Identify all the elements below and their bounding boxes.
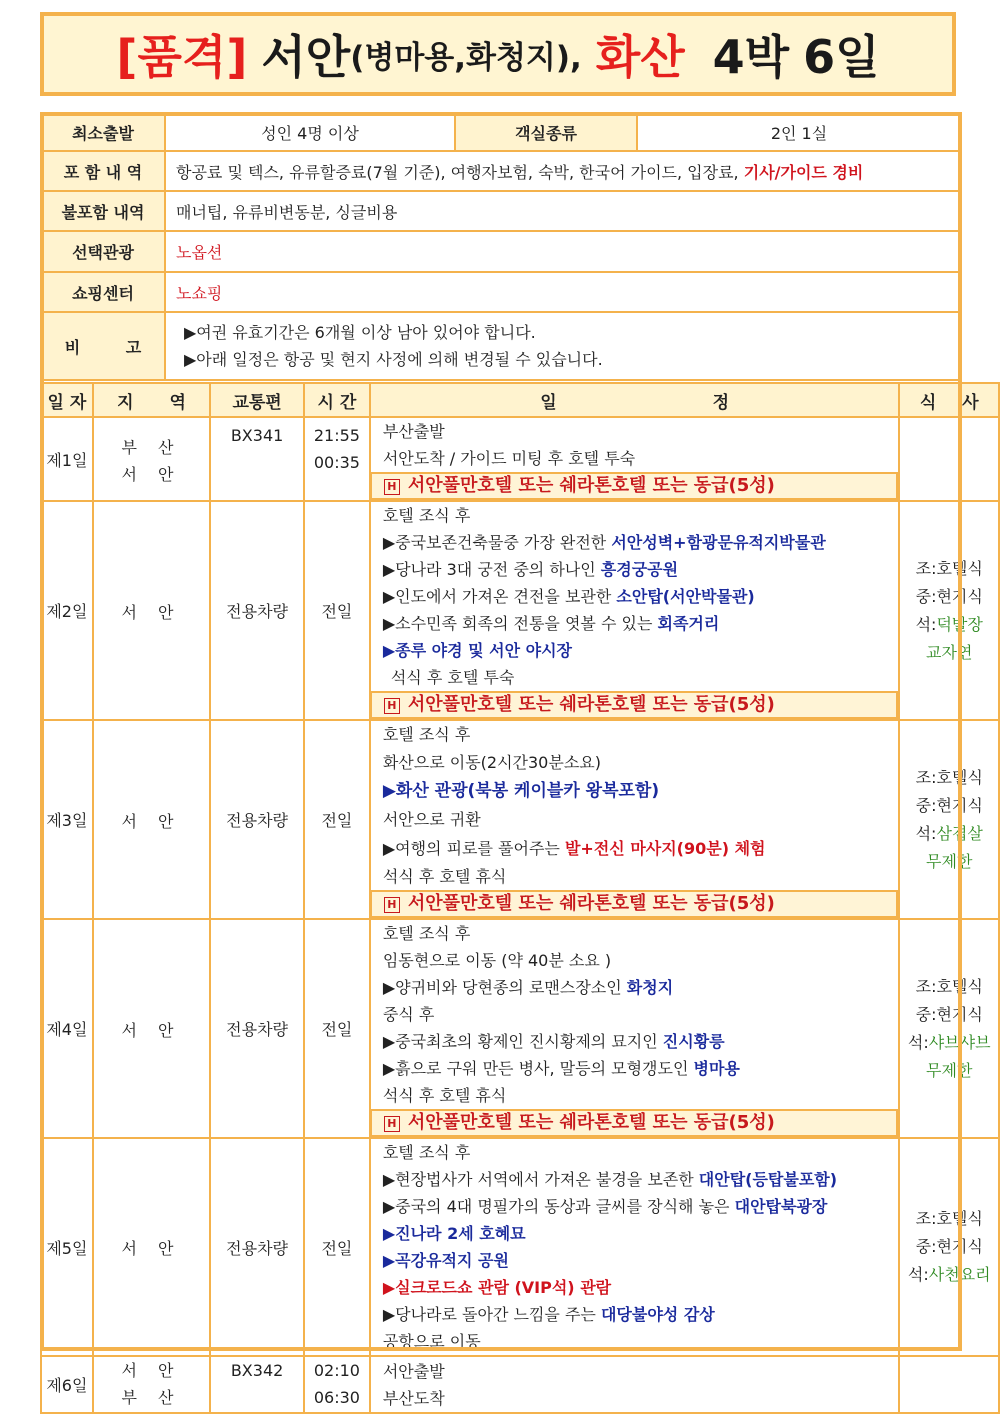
itinerary-line: 임동현으로 이동 (약 40분 소요 ) bbox=[382, 951, 612, 970]
meal-special: 삼겹살 bbox=[936, 823, 983, 843]
itinerary-text: ▶흙으로 구워 만든 병사, 말등의 모형갱도인 bbox=[382, 1059, 694, 1078]
header-itinerary: 일 정 bbox=[370, 383, 900, 417]
highlight-place: 흥경궁공원 bbox=[600, 560, 679, 579]
day-label: 제1일 bbox=[41, 417, 93, 501]
header-day: 일 자 bbox=[41, 383, 93, 417]
meal-special: 사천요리 bbox=[928, 1265, 991, 1284]
transport-cell: 전용차량 bbox=[210, 1138, 304, 1356]
meal-special: 덕발장 bbox=[936, 614, 983, 634]
transport-cell: BX341 bbox=[210, 417, 304, 501]
room-type-label: 객실종류 bbox=[455, 113, 637, 151]
itinerary-line: 부산도착 bbox=[382, 1388, 445, 1408]
hotel-text: 서안풀만호텔 또는 쉐라톤호텔 또는 동급(5성) bbox=[407, 475, 775, 496]
itinerary-text: ▶당나라로 돌아간 느낌을 주는 bbox=[382, 1305, 601, 1324]
region-cell bbox=[93, 1356, 210, 1413]
itinerary-line: 서안도착 / 가이드 미팅 후 호텔 투숙 bbox=[382, 449, 636, 468]
meal-cell bbox=[899, 1356, 999, 1413]
time-cell: 전일 bbox=[304, 501, 370, 720]
title-city: 서안 bbox=[261, 30, 351, 84]
region-name: 서 안 bbox=[121, 464, 182, 484]
meal-breakfast: 조:호텔식 bbox=[915, 976, 983, 996]
highlight-place: 진시황릉 bbox=[662, 1032, 725, 1051]
itinerary-line: 중식 후 bbox=[382, 1005, 435, 1024]
meal-prefix: 석: bbox=[915, 614, 937, 634]
title-mountain: 화산 bbox=[595, 30, 685, 84]
hotel-text: 서안풀만호텔 또는 쉐라톤호텔 또는 동급(5성) bbox=[407, 694, 775, 715]
transport-cell: 전용차량 bbox=[210, 501, 304, 720]
meal-special: 무제한 bbox=[926, 851, 973, 871]
itinerary-line: 서안으로 귀환 bbox=[382, 810, 481, 829]
time-cell bbox=[304, 1356, 370, 1413]
min-departure-value: 성인 4명 이상 bbox=[165, 113, 455, 151]
header-region: 지 역 bbox=[93, 383, 210, 417]
meal-lunch: 중:현지식 bbox=[915, 1237, 983, 1256]
header-time: 시 간 bbox=[304, 383, 370, 417]
itinerary-text: ▶중국의 4대 명필가의 동상과 글씨를 장식해 놓은 bbox=[382, 1197, 735, 1216]
itinerary-line: 석식 후 호텔 투숙 bbox=[390, 668, 515, 687]
room-type-value: 2인 1실 bbox=[637, 113, 961, 151]
header-meal: 식 사 bbox=[899, 383, 999, 417]
meal-special: 샤브샤브 bbox=[928, 1032, 991, 1052]
meal-lunch: 중:현지식 bbox=[915, 586, 983, 606]
highlight-place: 소안탑(서안박물관) bbox=[616, 587, 755, 606]
included-highlight: 기사/가이드 경비 bbox=[743, 162, 864, 182]
itinerary-line: 화산으로 이동(2시간30분소요) bbox=[382, 753, 601, 772]
highlight-place: 화청지 bbox=[626, 978, 674, 997]
document-frame bbox=[40, 112, 962, 1351]
meal-breakfast: 조:호텔식 bbox=[915, 767, 983, 787]
note-line: ▶아래 일정은 항공 및 현지 사정에 의해 변경될 수 있습니다. bbox=[184, 350, 603, 369]
region-name: 서 안 bbox=[93, 1138, 210, 1356]
region-name: 부 산 bbox=[121, 437, 182, 457]
included-value: 항공료 및 텍스, 유류할증료(7월 기준), 여행자보험, 숙박, 한국어 가이드, 입장료, bbox=[176, 162, 739, 182]
day-label: 제2일 bbox=[41, 501, 93, 720]
meal-breakfast: 조:호텔식 bbox=[915, 1209, 983, 1228]
itinerary-line: 석식 후 호텔 휴식 bbox=[382, 1086, 507, 1105]
time-value: 02:10 bbox=[313, 1361, 360, 1380]
transport-cell: 전용차량 bbox=[210, 720, 304, 919]
region-name: 부 산 bbox=[121, 1388, 182, 1407]
meal-prefix: 석: bbox=[915, 823, 937, 843]
itinerary-cell bbox=[370, 1356, 900, 1413]
page-title bbox=[40, 12, 956, 96]
region-name: 서 안 bbox=[93, 501, 210, 720]
time-cell: 전일 bbox=[304, 1138, 370, 1356]
itinerary-text: ▶인도에서 가져온 견전을 보관한 bbox=[382, 587, 617, 606]
optional-value: 노옵션 bbox=[165, 231, 961, 272]
title-days: 6일 bbox=[803, 30, 880, 84]
time-value: 00:35 bbox=[313, 453, 360, 472]
header-transport: 교통편 bbox=[210, 383, 304, 417]
transport-cell: 전용차량 bbox=[210, 919, 304, 1138]
notes-label: 비 고 bbox=[41, 312, 165, 380]
hotel-icon: H bbox=[384, 1116, 400, 1132]
hotel-text: 서안풀만호텔 또는 쉐라톤호텔 또는 동급(5성) bbox=[407, 893, 775, 914]
hotel-text: 서안풀만호텔 또는 쉐라톤호텔 또는 동급(5성) bbox=[407, 1112, 775, 1133]
itinerary-text: ▶중국최초의 황제인 진시황제의 묘지인 bbox=[382, 1032, 663, 1051]
meal-lunch: 중:현지식 bbox=[915, 1004, 983, 1024]
title-bracket: [품격] bbox=[116, 30, 248, 84]
meal-lunch: 중:현지식 bbox=[915, 795, 983, 815]
optional-label: 선택관광 bbox=[41, 231, 165, 272]
time-cell: 전일 bbox=[304, 720, 370, 919]
highlight-place: 대안탑북광장 bbox=[734, 1197, 828, 1216]
hotel-icon: H bbox=[384, 698, 400, 714]
itinerary-line: 호텔 조식 후 bbox=[382, 725, 471, 744]
shopping-value: 노쇼핑 bbox=[165, 272, 961, 312]
itinerary-line: ▶진나라 2세 호혜묘 bbox=[382, 1224, 526, 1243]
itinerary-line: 부산출발 bbox=[382, 422, 445, 441]
itinerary-line: 석식 후 호텔 휴식 bbox=[382, 867, 507, 886]
title-nights: 4박 bbox=[712, 30, 790, 84]
meal-breakfast: 조:호텔식 bbox=[915, 558, 983, 578]
itinerary-line: ▶곡강유적지 공원 bbox=[382, 1251, 509, 1270]
excluded-value: 매너팁, 유류비변동분, 싱글비용 bbox=[165, 191, 961, 231]
min-departure-label: 최소출발 bbox=[41, 113, 165, 151]
highlight-place: 병마용 bbox=[693, 1059, 740, 1078]
day-label: 제5일 bbox=[41, 1138, 93, 1356]
itinerary-text: ▶현장법사가 서역에서 가져온 불경을 보존한 bbox=[382, 1170, 699, 1189]
highlight-activity: 발+전신 마사지(90분) 체험 bbox=[564, 839, 766, 858]
time-cell: 전일 bbox=[304, 919, 370, 1138]
itinerary-line: 공항으로 이동 bbox=[382, 1332, 481, 1351]
region-name: 서 안 bbox=[93, 919, 210, 1138]
transport-cell: BX342 bbox=[210, 1356, 304, 1413]
itinerary-line: 서안출발 bbox=[382, 1361, 445, 1381]
itinerary-line: 호텔 조식 후 bbox=[382, 506, 471, 525]
region-name: 서 안 bbox=[93, 720, 210, 919]
itinerary-line: ▶화산 관광(북봉 케이블카 왕복포함) bbox=[382, 781, 660, 801]
itinerary-text: ▶양귀비와 당현종의 로맨스장소인 bbox=[382, 978, 627, 997]
meal-special: 무제한 bbox=[926, 1060, 973, 1080]
itinerary-text: ▶소수민족 회족의 전통을 엿볼 수 있는 bbox=[382, 614, 658, 633]
highlight-place: 서안성벽+함광문유적지박물관 bbox=[611, 533, 826, 552]
itinerary-line: 호텔 조식 후 bbox=[382, 924, 471, 943]
meal-prefix: 석: bbox=[907, 1265, 929, 1284]
highlight-place: 대당불야성 감상 bbox=[600, 1305, 715, 1324]
note-line: ▶여권 유효기간은 6개월 이상 남아 있어야 합니다. bbox=[184, 323, 536, 342]
excluded-label: 불포함 내역 bbox=[41, 191, 165, 231]
included-label: 포 함 내 역 bbox=[41, 151, 165, 191]
shopping-label: 쇼핑센터 bbox=[41, 272, 165, 312]
time-value: 21:55 bbox=[313, 426, 360, 445]
day-row bbox=[41, 1356, 999, 1413]
itinerary-text: ▶중국보존건축물중 가장 완전한 bbox=[382, 533, 612, 552]
time-value: 06:30 bbox=[313, 1388, 360, 1407]
hotel-icon: H bbox=[384, 897, 400, 913]
itinerary-line: ▶실크로드쇼 관람 (VIP석) 관람 bbox=[382, 1278, 612, 1297]
meal-special: 교자연 bbox=[926, 642, 973, 662]
day-label: 제3일 bbox=[41, 720, 93, 919]
day-label: 제4일 bbox=[41, 919, 93, 1138]
title-sights: (병마용,화청지), bbox=[350, 39, 582, 76]
itinerary-line: 호텔 조식 후 bbox=[382, 1143, 471, 1162]
itinerary-text: ▶당나라 3대 궁전 중의 하나인 bbox=[382, 560, 601, 579]
highlight-place: 대안탑(등탑불포함) bbox=[698, 1170, 838, 1189]
region-name: 서 안 bbox=[121, 1361, 182, 1380]
highlight-place: 회족거리 bbox=[657, 614, 720, 633]
itinerary-text: ▶여행의 피로를 풀어주는 bbox=[382, 839, 565, 858]
meal-prefix: 석: bbox=[907, 1032, 929, 1052]
hotel-icon: H bbox=[384, 479, 400, 495]
itinerary-line: ▶종루 야경 및 서안 야시장 bbox=[382, 641, 572, 660]
day-label: 제6일 bbox=[41, 1356, 93, 1413]
